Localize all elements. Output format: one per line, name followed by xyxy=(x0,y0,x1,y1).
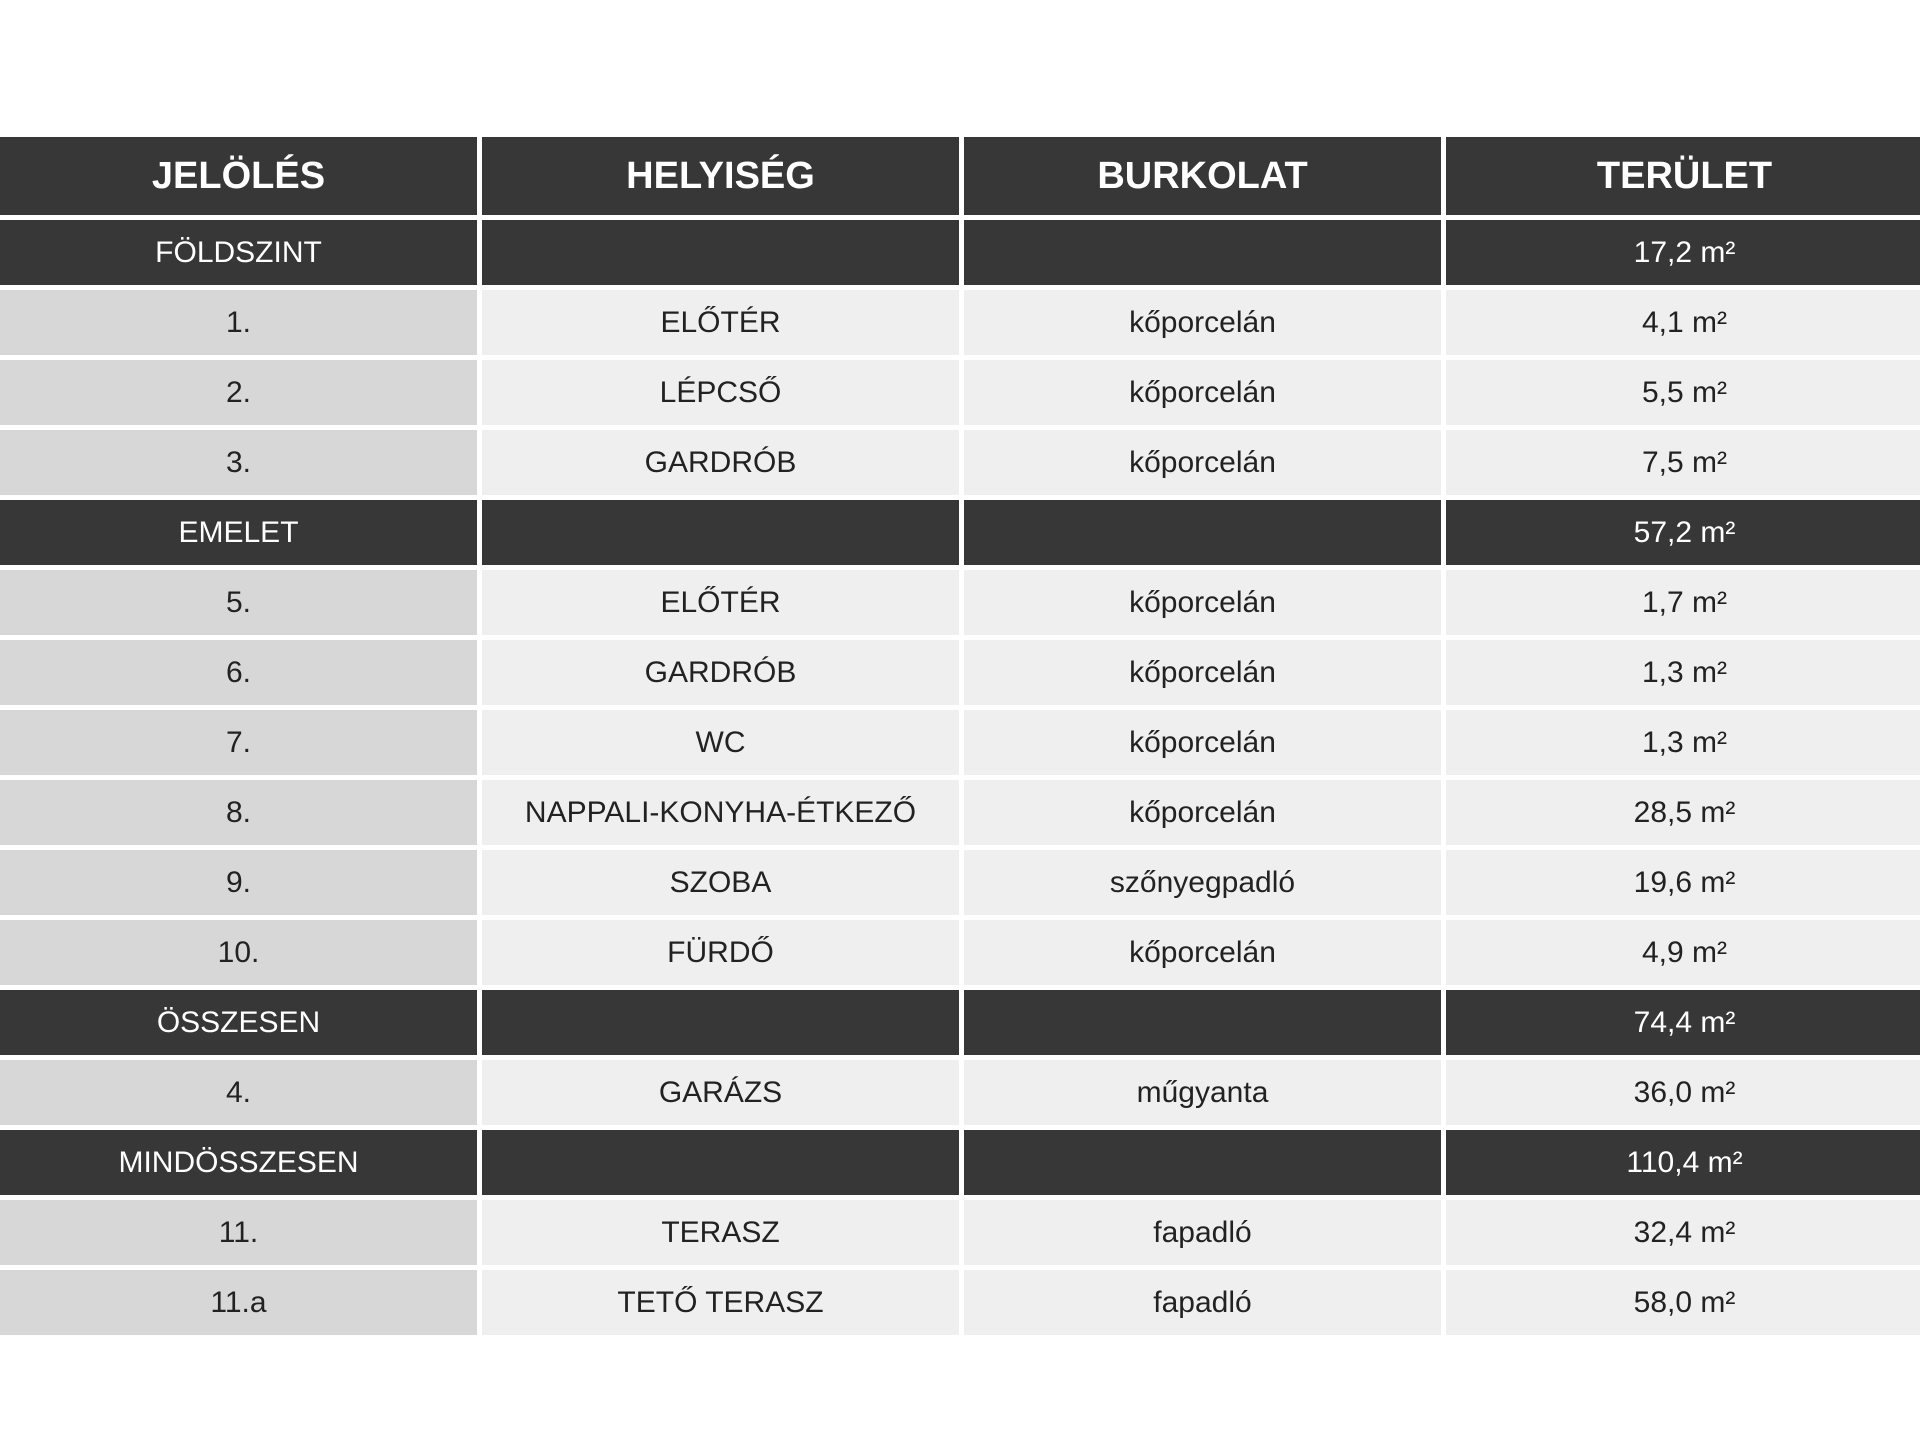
table-row-flooring-cell: kőporcelán xyxy=(964,780,1441,845)
table-row-flooring-cell: szőnyegpadló xyxy=(964,850,1441,915)
section-row-flooring-cell xyxy=(964,500,1441,565)
table-row-designation-cell: 7. xyxy=(0,710,477,775)
table-row-room-cell: ELŐTÉR xyxy=(482,290,959,355)
table-row-area-cell: 58,0 m² xyxy=(1446,1270,1920,1335)
table-row-room-cell: LÉPCSŐ xyxy=(482,360,959,425)
table-row-designation-cell: 9. xyxy=(0,850,477,915)
table-row-flooring-cell: kőporcelán xyxy=(964,430,1441,495)
table-row-area-cell: 4,1 m² xyxy=(1446,290,1920,355)
section-row-room-cell xyxy=(482,1130,959,1195)
table-row-flooring-cell: kőporcelán xyxy=(964,290,1441,355)
section-row-room-cell xyxy=(482,500,959,565)
table-row-room-cell: GARDRÓB xyxy=(482,640,959,705)
table-row-area-cell: 32,4 m² xyxy=(1446,1200,1920,1265)
table-row-flooring-cell: kőporcelán xyxy=(964,570,1441,635)
section-row-designation-cell: ÖSSZESEN xyxy=(0,990,477,1055)
section-row-area-cell: 110,4 m² xyxy=(1446,1130,1920,1195)
table-grid xyxy=(0,137,1920,1335)
table-row-room-cell: GARÁZS xyxy=(482,1060,959,1125)
section-row-designation-cell: EMELET xyxy=(0,500,477,565)
table-row-room-cell: NAPPALI-KONYHA-ÉTKEZŐ xyxy=(482,780,959,845)
table-row-designation-cell: 3. xyxy=(0,430,477,495)
section-row-flooring-cell xyxy=(964,220,1441,285)
section-row-flooring-cell xyxy=(964,1130,1441,1195)
table-row-flooring-cell: kőporcelán xyxy=(964,640,1441,705)
table-row-flooring-cell: kőporcelán xyxy=(964,710,1441,775)
table-row-room-cell: TETŐ TERASZ xyxy=(482,1270,959,1335)
table-row-room-cell: SZOBA xyxy=(482,850,959,915)
table-row-designation-cell: 5. xyxy=(0,570,477,635)
table-row-room-cell: TERASZ xyxy=(482,1200,959,1265)
table-row-area-cell: 1,3 m² xyxy=(1446,710,1920,775)
table-row-area-cell: 4,9 m² xyxy=(1446,920,1920,985)
table-row-area-cell: 1,3 m² xyxy=(1446,640,1920,705)
table-row-room-cell: ELŐTÉR xyxy=(482,570,959,635)
section-row-designation-cell: MINDÖSSZESEN xyxy=(0,1130,477,1195)
table-row-designation-cell: 10. xyxy=(0,920,477,985)
column-header-jeloles: JELÖLÉS xyxy=(0,137,477,215)
column-header-helyiseg: HELYISÉG xyxy=(482,137,959,215)
table-row-flooring-cell: kőporcelán xyxy=(964,360,1441,425)
table-row-room-cell: FÜRDŐ xyxy=(482,920,959,985)
table-row-area-cell: 36,0 m² xyxy=(1446,1060,1920,1125)
table-row-flooring-cell: műgyanta xyxy=(964,1060,1441,1125)
table-row-room-cell: WC xyxy=(482,710,959,775)
table-row-area-cell: 19,6 m² xyxy=(1446,850,1920,915)
table-row-area-cell: 28,5 m² xyxy=(1446,780,1920,845)
table-row-designation-cell: 4. xyxy=(0,1060,477,1125)
section-row-area-cell: 17,2 m² xyxy=(1446,220,1920,285)
column-header-terulet: TERÜLET xyxy=(1446,137,1920,215)
section-row-room-cell xyxy=(482,220,959,285)
section-row-room-cell xyxy=(482,990,959,1055)
table-row-area-cell: 7,5 m² xyxy=(1446,430,1920,495)
room-area-table xyxy=(0,137,1920,1335)
column-header-burkolat: BURKOLAT xyxy=(964,137,1441,215)
section-row-area-cell: 57,2 m² xyxy=(1446,500,1920,565)
table-row-flooring-cell: kőporcelán xyxy=(964,920,1441,985)
table-row-designation-cell: 11. xyxy=(0,1200,477,1265)
table-row-designation-cell: 11.a xyxy=(0,1270,477,1335)
table-row-designation-cell: 8. xyxy=(0,780,477,845)
table-row-area-cell: 1,7 m² xyxy=(1446,570,1920,635)
table-row-area-cell: 5,5 m² xyxy=(1446,360,1920,425)
table-row-designation-cell: 2. xyxy=(0,360,477,425)
table-row-flooring-cell: fapadló xyxy=(964,1270,1441,1335)
section-row-designation-cell: FÖLDSZINT xyxy=(0,220,477,285)
table-row-room-cell: GARDRÓB xyxy=(482,430,959,495)
table-row-designation-cell: 6. xyxy=(0,640,477,705)
table-row-designation-cell: 1. xyxy=(0,290,477,355)
section-row-area-cell: 74,4 m² xyxy=(1446,990,1920,1055)
section-row-flooring-cell xyxy=(964,990,1441,1055)
table-row-flooring-cell: fapadló xyxy=(964,1200,1441,1265)
